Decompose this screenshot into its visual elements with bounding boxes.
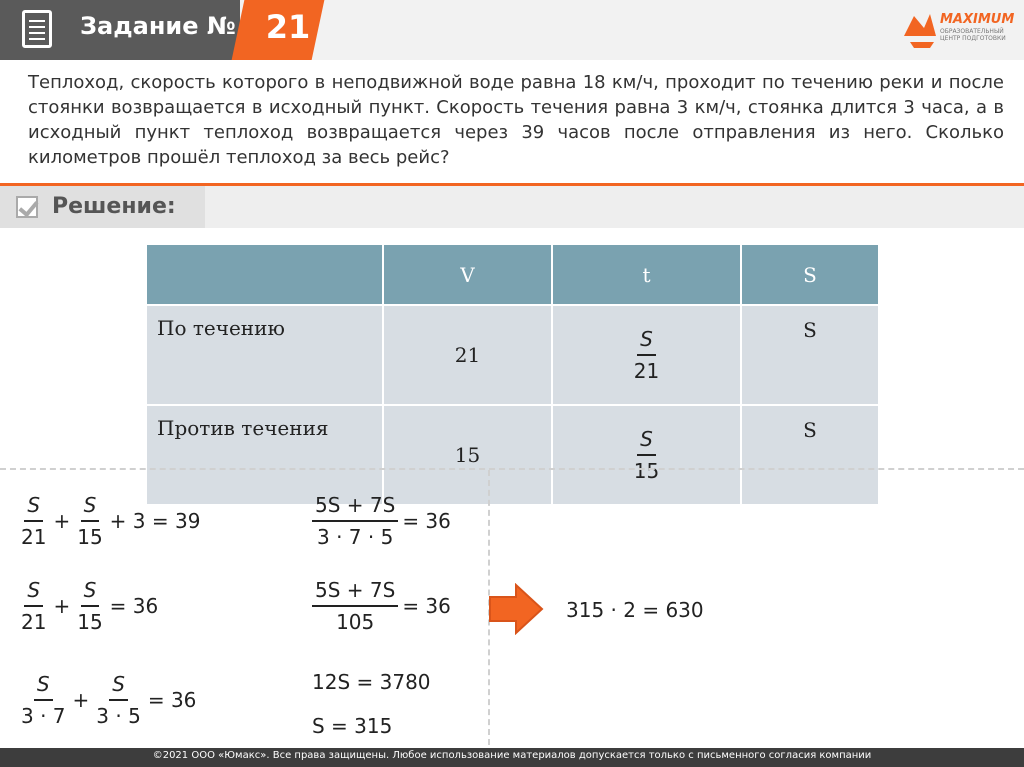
fraction-numerator: 5S + 7S xyxy=(312,493,398,522)
fraction-numerator: S xyxy=(34,672,53,701)
motion-table xyxy=(145,243,880,506)
operator: + xyxy=(53,509,71,533)
fraction-denominator: 105 xyxy=(336,610,375,634)
row-label: Против течения xyxy=(146,405,383,505)
equation-left-1 xyxy=(18,493,204,549)
fraction-denominator: 3 · 7 xyxy=(21,704,66,728)
fraction-denominator: 15 xyxy=(77,525,103,549)
fraction-numerator: S xyxy=(109,672,128,701)
fraction-numerator: S xyxy=(24,493,43,522)
logo-name: MAXIMUM xyxy=(940,12,1015,27)
equation-tail: + 3 = 39 xyxy=(109,509,201,533)
cell-t xyxy=(552,305,741,405)
header-s: S xyxy=(741,244,879,305)
fraction-numerator: S xyxy=(637,327,656,356)
fraction-numerator: S xyxy=(24,578,43,607)
task-title: Задание № xyxy=(80,12,236,40)
fraction-denominator: 15 xyxy=(77,610,103,634)
fraction-denominator: 21 xyxy=(21,610,47,634)
fraction-denominator: 21 xyxy=(633,359,660,383)
header-empty xyxy=(146,244,383,305)
fraction-denominator: 21 xyxy=(21,525,47,549)
row-label: По течению xyxy=(146,305,383,405)
equation-left-2 xyxy=(18,578,162,634)
operator: + xyxy=(53,594,71,618)
header-v: V xyxy=(383,244,552,305)
task-number: 21 xyxy=(265,8,311,46)
cell-v: 15 xyxy=(383,405,552,505)
footer-copyright: ©2021 ООО «Юмакс». Все права защищены. Любое использование материалов допускается только с письменного согласия компании xyxy=(152,750,872,761)
fraction xyxy=(631,427,662,483)
document-icon xyxy=(22,10,52,48)
equation-mid-3: 12S = 3780 xyxy=(312,670,431,694)
equation-left-3 xyxy=(18,672,200,728)
equation-tail: = 36 xyxy=(109,594,159,618)
fraction-numerator: S xyxy=(81,493,100,522)
table-row xyxy=(146,405,879,505)
table-header-row xyxy=(146,244,879,305)
fraction-numerator: S xyxy=(637,427,656,456)
checkbox-icon xyxy=(16,196,38,218)
fraction-numerator: 5S + 7S xyxy=(312,578,398,607)
cell-v: 21 xyxy=(383,305,552,405)
cell-t xyxy=(552,405,741,505)
header-t: t xyxy=(552,244,741,305)
equation-tail: = 36 xyxy=(402,509,451,533)
operator: + xyxy=(72,688,90,712)
equation-tail: = 36 xyxy=(147,688,197,712)
fraction-numerator: S xyxy=(81,578,100,607)
solution-title: Решение: xyxy=(52,194,176,219)
equation-mid-2 xyxy=(312,578,455,634)
equation-result: 315 · 2 = 630 xyxy=(566,598,704,622)
fraction-denominator: 3 · 7 · 5 xyxy=(316,525,394,549)
equation-mid-4: S = 315 xyxy=(312,714,393,738)
right-arrow-icon xyxy=(488,583,544,635)
logo-tagline: ОБРАЗОВАТЕЛЬНЫЙ ЦЕНТР ПОДГОТОВКИ xyxy=(940,28,1006,42)
fraction xyxy=(631,327,662,383)
fraction-denominator: 15 xyxy=(633,459,660,483)
equation-tail: = 36 xyxy=(402,594,451,618)
problem-text: Теплоход, скорость которого в неподвижной воде равна 18 км/ч, проходит по течению реки и после стоянки возвращается в исходный пункт. Скорость течения равна 3 км/ч, стоянка длится 3 часа, а в исходный пункт теплоход возвращается через 39 часов после отправления из него. Сколько километров прошёл теплоход за весь рейс? xyxy=(28,72,1004,168)
dashed-divider xyxy=(0,468,1024,470)
equation-mid-1 xyxy=(312,493,455,549)
fraction-denominator: 3 · 5 xyxy=(96,704,141,728)
table-row xyxy=(146,305,879,405)
cell-s: S xyxy=(741,405,879,505)
cell-s: S xyxy=(741,305,879,405)
